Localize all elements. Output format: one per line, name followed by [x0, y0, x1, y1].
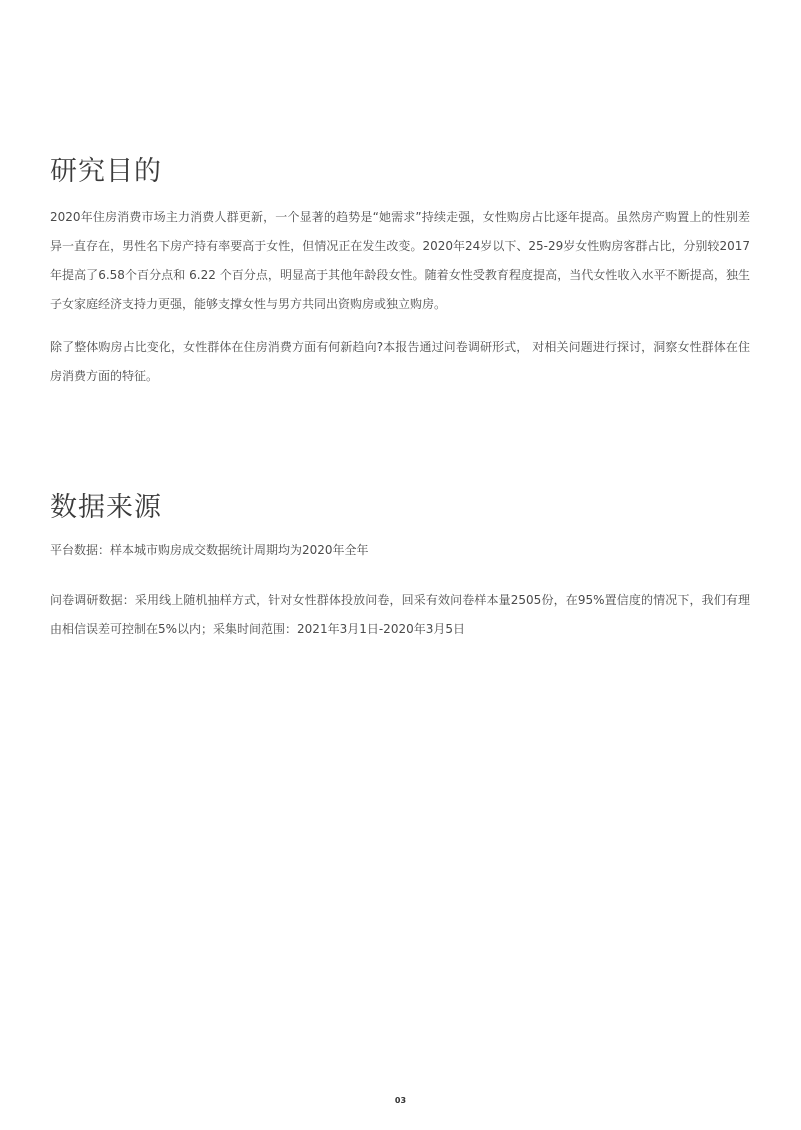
data-source-platform-paragraph: 平台数据：样本城市购房成交数据统计周期均为2020年全年	[50, 543, 369, 557]
research-purpose-paragraph-2: 除了整体购房占比变化，女性群体在住房消费方面有何新趋向?本报告通过问卷调研形式， 对相关问题进行探讨，洞察女性群体在住房消费方面的特征。	[50, 340, 750, 383]
data-source-survey-paragraph: 问卷调研数据：采用线上随机抽样方式，针对女性群体投放问卷，回采有效问卷样本量2505份，在95%置信度的情况下，我们有理由相信误差可控制在5%以内；采集时间范围：2021年3月1日-2020年3月5日	[50, 593, 750, 636]
data-source-title: 数据来源	[50, 492, 162, 523]
research-purpose-section	[50, 155, 750, 391]
research-purpose-paragraph-1: 2020年住房消费市场主力消费人群更新，一个显著的趋势是“她需求”持续走强，女性购房占比逐年提高。虽然房产购置上的性别差异一直存在，男性名下房产持有率要高于女性，但情况正在发生改变。2020年24岁以下、25-29岁女性购房客群占比，分别较2017年提高了6.58个百分点和 6.22 个百分点，明显高于其他年龄段女性。随着女性受教育程度提高，当代女性收入水平不断提高，独生子女家庭经济支持力更强，能够支撑女性与男方共同出资购房或独立购房。	[50, 210, 750, 311]
data-source-section	[50, 491, 750, 644]
page-number: 03	[394, 1096, 407, 1105]
research-purpose-title: 研究目的	[50, 156, 162, 187]
